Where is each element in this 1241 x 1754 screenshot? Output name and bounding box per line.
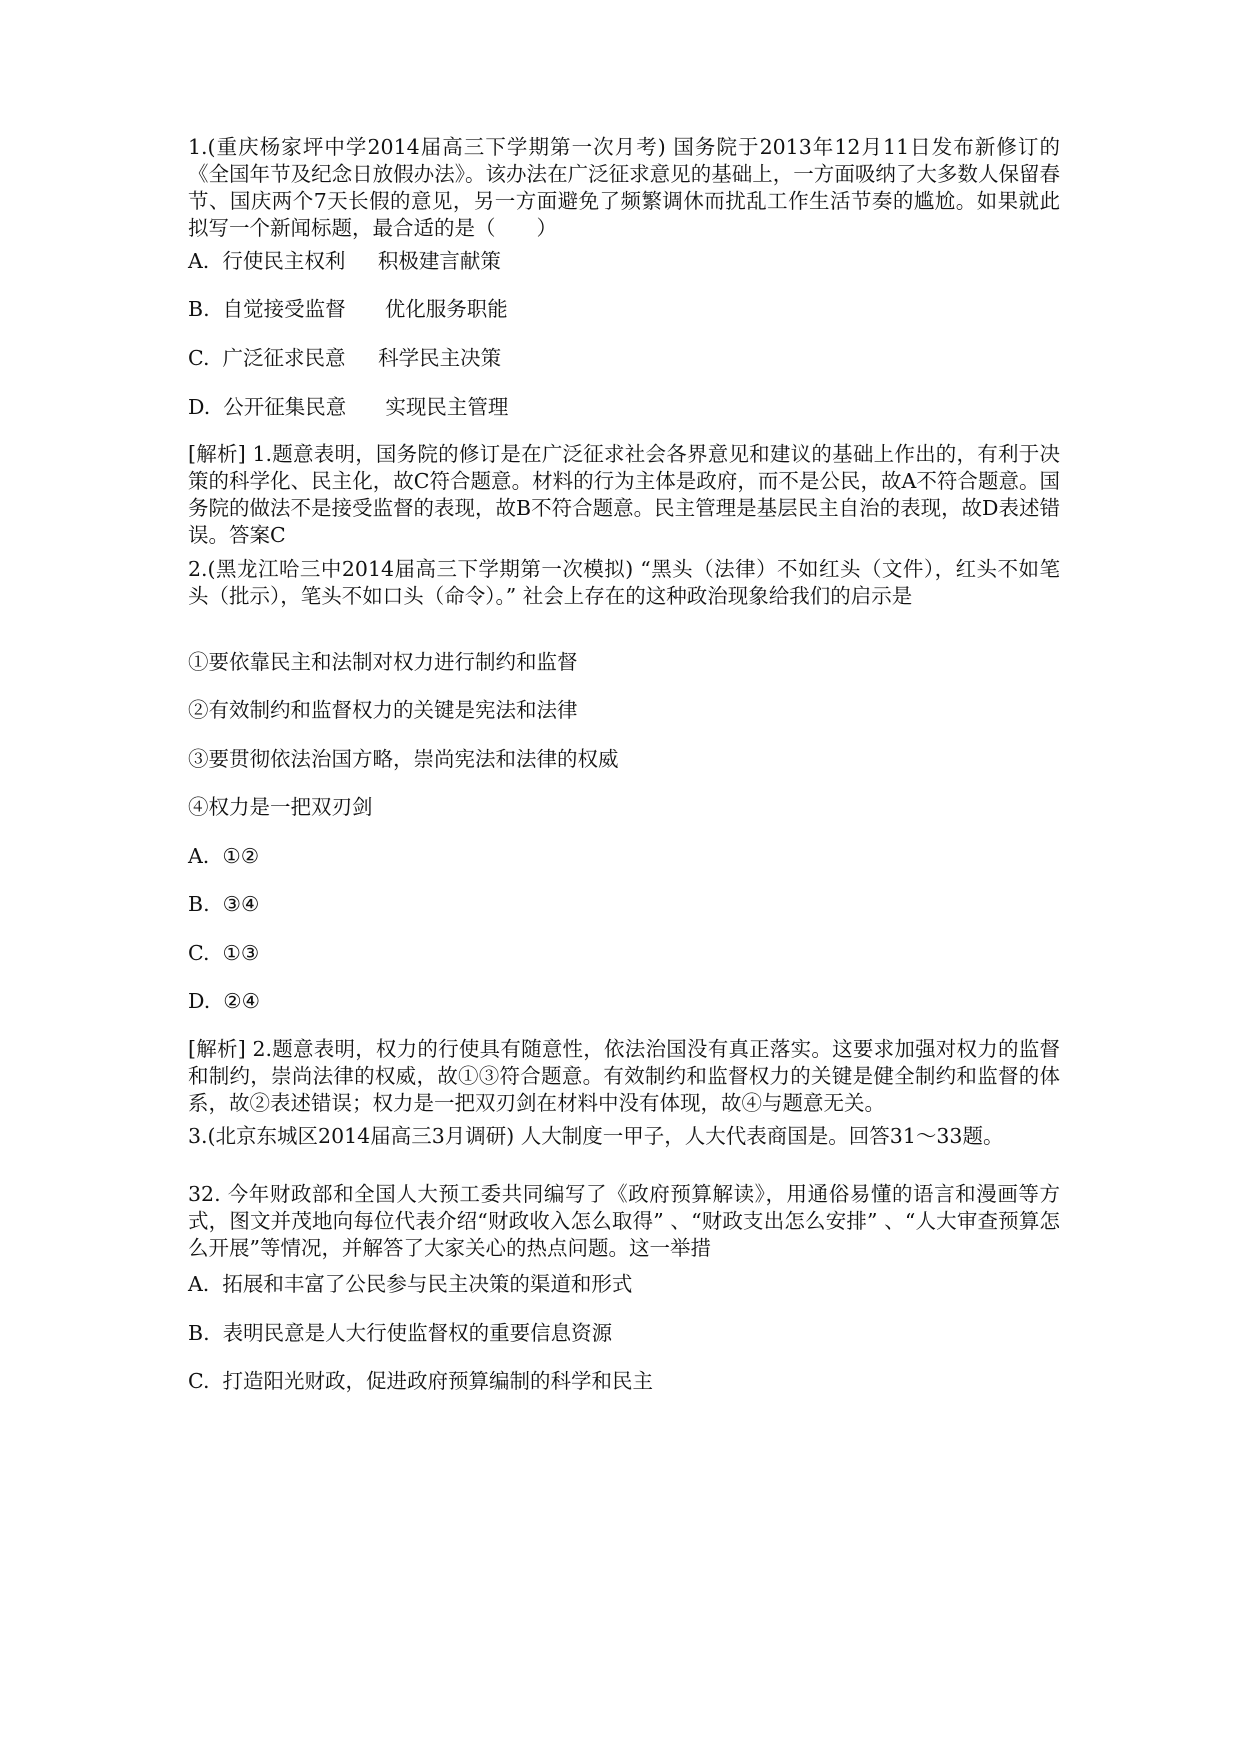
q1-option-b: B. 自觉接受监督 优化服务职能 [188,297,508,321]
q32-option-a: A. 拓展和丰富了公民参与民主决策的渠道和形式 [188,1272,633,1296]
q1-analysis: [解析] 1.题意表明，国务院的修订是在广泛征求社会各界意见和建议的基础上作出的，有利于决策的科学化、民主化，故C符合题意。材料的行为主体是政府，而不是公民，故A不符合题意。国务院的做法不是接受监督的表现，故B不符合题意。民主管理是基层民主自治的表现，故D表述错误。答案C [188,442,1060,547]
q2-statement-4: ④权力是一把双刃剑 [188,795,373,819]
q2-analysis: [解析] 2.题意表明，权力的行使具有随意性，依法治国没有真正落实。这要求加强对权力的监督和制约，崇尚法律的权威，故①③符合题意。有效制约和监督权力的关键是健全制约和监督的体系，故②表述错误；权力是一把双刃剑在材料中没有体现，故④与题意无关。 [188,1037,1060,1115]
q2-option-a: A. ①② [188,844,260,868]
q32-stem: 32. 今年财政部和全国人大预工委共同编写了《政府预算解读》，用通俗易懂的语言和漫画等方式，图文并茂地向每位代表介绍“财政收入怎么取得” 、“财政支出怎么安排” 、“人大审查预算怎么开展”等情况，并解答了大家关心的热点问题。这一举措 [188,1182,1060,1260]
q1-option-d: D. 公开征集民意 实现民主管理 [188,395,509,419]
q2-statement-2: ②有效制约和监督权力的关键是宪法和法律 [188,698,578,722]
q1-option-c: C. 广泛征求民意 科学民主决策 [188,346,502,370]
q2-option-c: C. ①③ [188,941,260,965]
q2-option-b: B. ③④ [188,892,260,916]
q2-statement-1: ①要依靠民主和法制对权力进行制约和监督 [188,650,578,674]
q1-option-a: A. 行使民主权利 积极建言献策 [188,249,501,273]
q2-statement-3: ③要贯彻依法治国方略，崇尚宪法和法律的权威 [188,747,619,771]
q2-option-d: D. ②④ [188,989,261,1013]
q1-stem: 1.(重庆杨家坪中学2014届高三下学期第一次月考) 国务院于2013年12月11日发布新修订的《全国年节及纪念日放假办法》。该办法在广泛征求意见的基础上，一方面吸纳了大多数人保留春节、国庆两个7天长假的意见，另一方面避免了频繁调休而扰乱工作生活节奏的尴尬。如果就此拟写一个新闻标题，最合适的是（ ） [188,135,1060,240]
q32-option-b: B. 表明民意是人大行使监督权的重要信息资源 [188,1321,613,1345]
q2-stem: 2.(黑龙江哈三中2014届高三下学期第一次模拟) “黑头（法律）不如红头（文件），红头不如笔头（批示），笔头不如口头（命令）。” 社会上存在的这种政治现象给我们的启示是 [188,557,1060,608]
q32-option-c: C. 打造阳光财政，促进政府预算编制的科学和民主 [188,1369,654,1393]
q3-stem: 3.(北京东城区2014届高三3月调研) 人大制度一甲子，人大代表商国是。回答31～33题。 [188,1124,1004,1148]
